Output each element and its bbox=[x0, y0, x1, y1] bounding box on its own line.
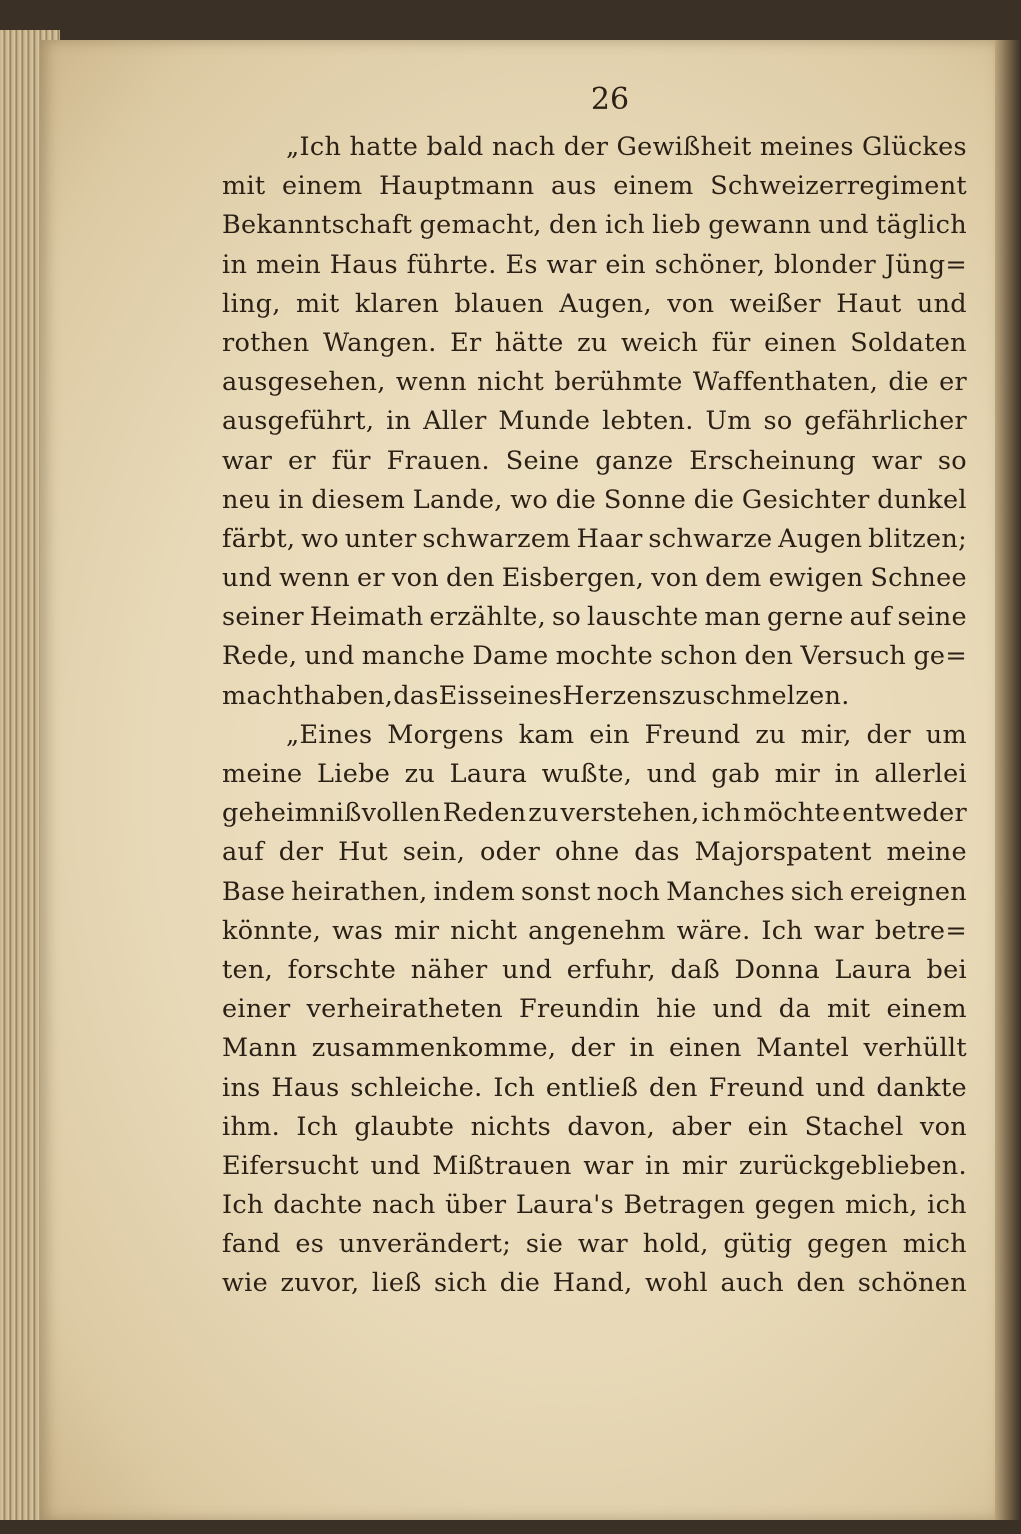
word: diesem bbox=[311, 484, 406, 515]
word: war bbox=[813, 915, 865, 946]
word: Um bbox=[705, 406, 752, 437]
word: Wangen. bbox=[322, 327, 437, 358]
word: fand bbox=[222, 1229, 281, 1260]
word: ließ bbox=[371, 1268, 422, 1299]
word: in bbox=[278, 484, 304, 515]
word: mir bbox=[393, 915, 440, 946]
word: schon bbox=[660, 641, 738, 672]
word: dankte bbox=[876, 1072, 967, 1103]
word: dachte bbox=[273, 1190, 363, 1221]
word: Waffenthaten, bbox=[692, 367, 879, 398]
word: der bbox=[866, 719, 911, 750]
word: ich bbox=[701, 798, 742, 829]
text-line bbox=[222, 206, 967, 245]
text-line bbox=[222, 677, 967, 716]
word: ohne bbox=[554, 837, 620, 868]
word: nach bbox=[372, 1190, 436, 1221]
word: wußte, bbox=[541, 759, 633, 789]
word: und bbox=[646, 759, 697, 789]
word: auf bbox=[222, 837, 264, 868]
body-text bbox=[222, 128, 967, 1304]
word: mit bbox=[826, 994, 871, 1025]
word: klaren bbox=[354, 288, 440, 319]
word: wohl bbox=[644, 1268, 708, 1299]
word: erzählte, bbox=[429, 602, 547, 633]
word: Sonne bbox=[603, 484, 687, 515]
word: und bbox=[916, 288, 967, 319]
word: unverändert; bbox=[338, 1229, 512, 1260]
word: Versuch bbox=[800, 641, 907, 672]
word: Gewißheit bbox=[616, 132, 752, 162]
word: hold, bbox=[642, 1229, 709, 1260]
word: schwarzem bbox=[422, 523, 571, 554]
word: wo bbox=[301, 523, 339, 554]
text-line bbox=[222, 1147, 967, 1186]
word: Stachel bbox=[804, 1111, 904, 1142]
word: Bekanntschaft bbox=[222, 210, 413, 241]
word: und bbox=[304, 641, 355, 672]
word: über bbox=[445, 1190, 507, 1221]
word: und bbox=[370, 1150, 421, 1181]
word: er bbox=[357, 563, 385, 594]
word: zu bbox=[755, 719, 786, 750]
word: Haus bbox=[271, 1072, 340, 1103]
word: verstehen, bbox=[560, 798, 700, 829]
word: Seine bbox=[505, 445, 580, 476]
word: er bbox=[288, 445, 316, 476]
word: Betragen bbox=[623, 1190, 746, 1221]
word: Schnee bbox=[870, 563, 967, 594]
word: so bbox=[763, 406, 793, 437]
word: war bbox=[871, 445, 923, 476]
word: Reden bbox=[442, 798, 527, 829]
word: entließ bbox=[545, 1072, 639, 1103]
word: Ich bbox=[296, 1111, 339, 1142]
word: so bbox=[552, 602, 582, 633]
word: neu bbox=[222, 484, 271, 515]
word: könnte, bbox=[222, 915, 322, 946]
word: dem bbox=[705, 563, 762, 594]
word: von bbox=[651, 563, 699, 594]
word: blitzen; bbox=[868, 523, 967, 554]
word: wenn bbox=[279, 563, 351, 594]
word: Mann bbox=[222, 1033, 298, 1064]
word: betre= bbox=[874, 915, 967, 946]
word: hie bbox=[656, 994, 697, 1025]
word: man bbox=[704, 602, 762, 633]
word: gegen bbox=[754, 1190, 836, 1221]
word: schöner, bbox=[654, 249, 766, 280]
text-line bbox=[222, 520, 967, 559]
word: Haar bbox=[576, 523, 643, 554]
word: die bbox=[555, 484, 597, 515]
word: aus bbox=[551, 171, 597, 202]
word: unter bbox=[344, 523, 417, 554]
word: meines bbox=[759, 132, 854, 162]
word: Aller bbox=[423, 406, 487, 437]
text-line bbox=[222, 1029, 967, 1068]
word: einem bbox=[282, 171, 363, 202]
word: war bbox=[583, 1150, 634, 1181]
word: zurückgeblieben. bbox=[738, 1150, 967, 1181]
word: erfuhr, bbox=[566, 954, 656, 985]
word: und bbox=[712, 994, 763, 1025]
word: für bbox=[331, 445, 371, 476]
word: Rede, bbox=[222, 641, 298, 672]
word: möchte bbox=[743, 798, 841, 829]
word: gütig bbox=[723, 1229, 793, 1260]
word: ins bbox=[222, 1072, 261, 1103]
word: hatte bbox=[349, 132, 419, 162]
word: einen bbox=[764, 327, 837, 358]
word: zusammenkomme, bbox=[311, 1033, 557, 1064]
word: „Eines bbox=[286, 719, 373, 750]
word: ten, bbox=[222, 954, 274, 985]
word: weißer bbox=[729, 288, 821, 319]
text-line bbox=[222, 716, 967, 755]
text-line bbox=[222, 363, 967, 402]
word: ewigen bbox=[768, 563, 864, 594]
word: Schweizerregiment bbox=[710, 171, 967, 202]
word: von bbox=[667, 288, 715, 319]
word: die bbox=[888, 367, 929, 398]
word: Herzens bbox=[562, 680, 672, 711]
word: mich bbox=[902, 1229, 967, 1260]
text-line bbox=[222, 912, 967, 951]
word: bald bbox=[426, 132, 484, 162]
word: in bbox=[834, 759, 860, 789]
text-line bbox=[222, 598, 967, 637]
word: blauen bbox=[454, 288, 544, 319]
word: war bbox=[222, 445, 273, 476]
text-line bbox=[222, 324, 967, 363]
word: lieb bbox=[652, 210, 702, 241]
text-line bbox=[222, 481, 967, 520]
word: Freund bbox=[644, 719, 741, 750]
word: Ich bbox=[493, 1072, 536, 1103]
word: weich bbox=[620, 327, 699, 358]
word: war bbox=[577, 1229, 628, 1260]
word: den bbox=[549, 210, 598, 241]
word: „Ich bbox=[286, 132, 342, 162]
word: Dame bbox=[472, 641, 549, 672]
word: nichts bbox=[470, 1111, 552, 1142]
word: mir, bbox=[800, 719, 852, 750]
word: aber bbox=[671, 1111, 732, 1142]
word: gegen bbox=[807, 1229, 888, 1260]
word: in bbox=[629, 1033, 655, 1064]
word: Er bbox=[450, 327, 482, 358]
text-line bbox=[222, 167, 967, 206]
word: gefährlicher bbox=[804, 406, 967, 437]
word: und bbox=[222, 563, 273, 594]
word: in bbox=[386, 406, 412, 437]
word: Gesichter bbox=[741, 484, 870, 515]
word: Freund bbox=[708, 1072, 805, 1103]
word: was bbox=[332, 915, 384, 946]
word: einem bbox=[886, 994, 967, 1025]
word: Mißtrauen bbox=[432, 1150, 572, 1181]
word: nicht bbox=[477, 367, 545, 398]
word: meine bbox=[886, 837, 967, 868]
text-line bbox=[222, 873, 967, 912]
word: ereignen bbox=[849, 876, 967, 907]
word: manche bbox=[361, 641, 466, 672]
word: führte. bbox=[406, 249, 497, 280]
word: ling, bbox=[222, 288, 281, 319]
word: wo bbox=[510, 484, 549, 515]
word: Donna bbox=[734, 954, 820, 985]
word: nicht bbox=[450, 915, 518, 946]
word: auch bbox=[720, 1268, 784, 1299]
word: ausgeführt, bbox=[222, 406, 375, 437]
word: Morgens bbox=[387, 719, 504, 750]
word: ich bbox=[927, 1190, 967, 1221]
word: seiner bbox=[222, 602, 304, 633]
word: ein bbox=[747, 1111, 789, 1142]
word: färbt, bbox=[222, 523, 296, 554]
word: ausgesehen, bbox=[222, 367, 386, 398]
word: den bbox=[796, 1268, 846, 1299]
word: hätte bbox=[494, 327, 564, 358]
text-line bbox=[222, 1108, 967, 1147]
word: Haus bbox=[329, 249, 398, 280]
word: schönen bbox=[857, 1268, 967, 1299]
word: Erscheinung bbox=[689, 445, 856, 476]
word: war bbox=[546, 249, 597, 280]
word: mich, bbox=[844, 1190, 918, 1221]
text-line bbox=[222, 951, 967, 990]
word: zu bbox=[528, 798, 559, 829]
word: gewann bbox=[708, 210, 812, 241]
word: auf bbox=[849, 602, 892, 633]
word: Haut bbox=[836, 288, 902, 319]
word: um bbox=[925, 719, 967, 750]
text-line bbox=[222, 1186, 967, 1225]
word: der bbox=[278, 837, 324, 868]
word: Hand, bbox=[552, 1268, 633, 1299]
word: einer bbox=[222, 994, 291, 1025]
word: und bbox=[502, 954, 553, 985]
word: das bbox=[393, 680, 439, 711]
word: bei bbox=[926, 954, 967, 985]
word: wenn bbox=[395, 367, 467, 398]
word: und bbox=[815, 1072, 866, 1103]
word: sich bbox=[434, 1268, 488, 1299]
word: zu bbox=[404, 759, 436, 789]
word: Laura bbox=[449, 759, 528, 789]
word: den bbox=[744, 641, 794, 672]
word: meine bbox=[222, 759, 303, 789]
word: Ich bbox=[222, 1190, 264, 1221]
word: Eifersucht bbox=[222, 1150, 359, 1181]
word: zuvor, bbox=[280, 1268, 360, 1299]
word: in bbox=[645, 1150, 671, 1181]
word: Majorspatent bbox=[694, 837, 872, 868]
page-gutter-shadow bbox=[995, 40, 1021, 1520]
word: allerlei bbox=[874, 759, 967, 789]
word: täglich bbox=[876, 210, 967, 241]
word: Eisbergen, bbox=[501, 563, 645, 594]
word: die bbox=[693, 484, 735, 515]
word: ganze bbox=[595, 445, 674, 476]
word: Lande, bbox=[412, 484, 503, 515]
word: verhüllt bbox=[863, 1033, 967, 1064]
word: Hauptmann bbox=[379, 171, 535, 202]
word: das bbox=[634, 837, 680, 868]
text-line bbox=[222, 990, 967, 1029]
word: sie bbox=[525, 1229, 564, 1260]
word: wäre. bbox=[676, 915, 751, 946]
text-line bbox=[222, 794, 967, 833]
word: Manches bbox=[666, 876, 785, 907]
word: gemacht, bbox=[419, 210, 542, 241]
word: mit bbox=[222, 171, 266, 202]
word: schmelzen. bbox=[702, 680, 850, 711]
word: die bbox=[499, 1268, 541, 1299]
word: Soldaten bbox=[850, 327, 967, 358]
word: Mantel bbox=[756, 1033, 850, 1064]
word: sich bbox=[790, 876, 844, 907]
word: der bbox=[570, 1033, 616, 1064]
word: es bbox=[295, 1229, 325, 1260]
word: Glückes bbox=[861, 132, 967, 162]
word: und bbox=[818, 210, 869, 241]
word: rothen bbox=[222, 327, 310, 358]
word: mochte bbox=[555, 641, 654, 672]
word: den bbox=[649, 1072, 698, 1103]
word: zu bbox=[577, 327, 608, 358]
word: gerne bbox=[767, 602, 844, 633]
word: mir bbox=[681, 1150, 728, 1181]
word: ich bbox=[605, 210, 645, 241]
word: seines bbox=[479, 680, 563, 711]
word: haben, bbox=[303, 680, 394, 711]
word: ge= bbox=[913, 641, 967, 672]
word: den bbox=[445, 563, 495, 594]
word: verheiratheten bbox=[306, 994, 503, 1025]
word: entweder bbox=[842, 798, 967, 829]
text-line bbox=[222, 1069, 967, 1108]
word: ein bbox=[589, 719, 630, 750]
word: lebten. bbox=[602, 406, 694, 437]
page-number: 26 bbox=[590, 82, 630, 117]
word: dunkel bbox=[877, 484, 967, 515]
word: Augen, bbox=[559, 288, 652, 319]
word: einen bbox=[669, 1033, 742, 1064]
word: indem bbox=[433, 876, 516, 907]
word: seine bbox=[897, 602, 967, 633]
word: sein, bbox=[402, 837, 466, 868]
word: der bbox=[563, 132, 609, 162]
word: davon, bbox=[567, 1111, 655, 1142]
word: von bbox=[919, 1111, 967, 1142]
word: Ich bbox=[761, 915, 804, 946]
word: gab bbox=[711, 759, 761, 789]
word: daß bbox=[670, 954, 720, 985]
word: Liebe bbox=[317, 759, 391, 789]
text-line bbox=[222, 246, 967, 285]
text-line bbox=[222, 1225, 967, 1264]
word: so bbox=[937, 445, 967, 476]
word: in bbox=[222, 249, 248, 280]
word: berühmte bbox=[554, 367, 683, 398]
word: von bbox=[391, 563, 439, 594]
word: Eis bbox=[438, 680, 480, 711]
word: geheimnißvollen bbox=[222, 798, 441, 829]
word: kam bbox=[518, 719, 575, 750]
text-line bbox=[222, 1264, 967, 1303]
word: für bbox=[711, 327, 751, 358]
word: da bbox=[778, 994, 811, 1025]
word: oder bbox=[479, 837, 541, 868]
word: ihm. bbox=[222, 1111, 281, 1142]
word: Laura's bbox=[515, 1190, 614, 1221]
word: einem bbox=[613, 171, 694, 202]
text-line bbox=[222, 442, 967, 481]
word: wie bbox=[222, 1268, 268, 1299]
text-line bbox=[222, 285, 967, 324]
word: Hut bbox=[338, 837, 388, 868]
word: heirathen, bbox=[291, 876, 428, 907]
word: angenehm bbox=[528, 915, 666, 946]
word: nach bbox=[491, 132, 556, 162]
word: näher bbox=[410, 954, 488, 985]
word: glaubte bbox=[354, 1111, 455, 1142]
word: Es bbox=[505, 249, 538, 280]
word: blonder bbox=[774, 249, 876, 280]
word: mir bbox=[774, 759, 821, 789]
word: Heimath bbox=[309, 602, 424, 633]
word: schleiche. bbox=[350, 1072, 483, 1103]
text-line bbox=[222, 402, 967, 441]
word: er bbox=[939, 367, 967, 398]
word: mein bbox=[255, 249, 321, 280]
text-line bbox=[222, 755, 967, 794]
word: noch bbox=[596, 876, 661, 907]
word: sonst bbox=[521, 876, 591, 907]
word: schwarze bbox=[648, 523, 773, 554]
word: Augen bbox=[778, 523, 863, 554]
text-line bbox=[222, 637, 967, 676]
word: Laura bbox=[834, 954, 912, 985]
word: zu bbox=[671, 680, 703, 711]
text-line bbox=[222, 833, 967, 872]
word: Jüng= bbox=[884, 249, 967, 280]
word: Munde bbox=[498, 406, 591, 437]
word: macht bbox=[222, 680, 304, 711]
text-line bbox=[222, 559, 967, 598]
word: forschte bbox=[287, 954, 397, 985]
word: mit bbox=[296, 288, 340, 319]
text-line bbox=[222, 128, 967, 167]
word: Freundin bbox=[518, 994, 641, 1025]
word: Base bbox=[222, 876, 286, 907]
word: lauschte bbox=[587, 602, 699, 633]
word: ein bbox=[605, 249, 646, 280]
word: Frauen. bbox=[386, 445, 490, 476]
